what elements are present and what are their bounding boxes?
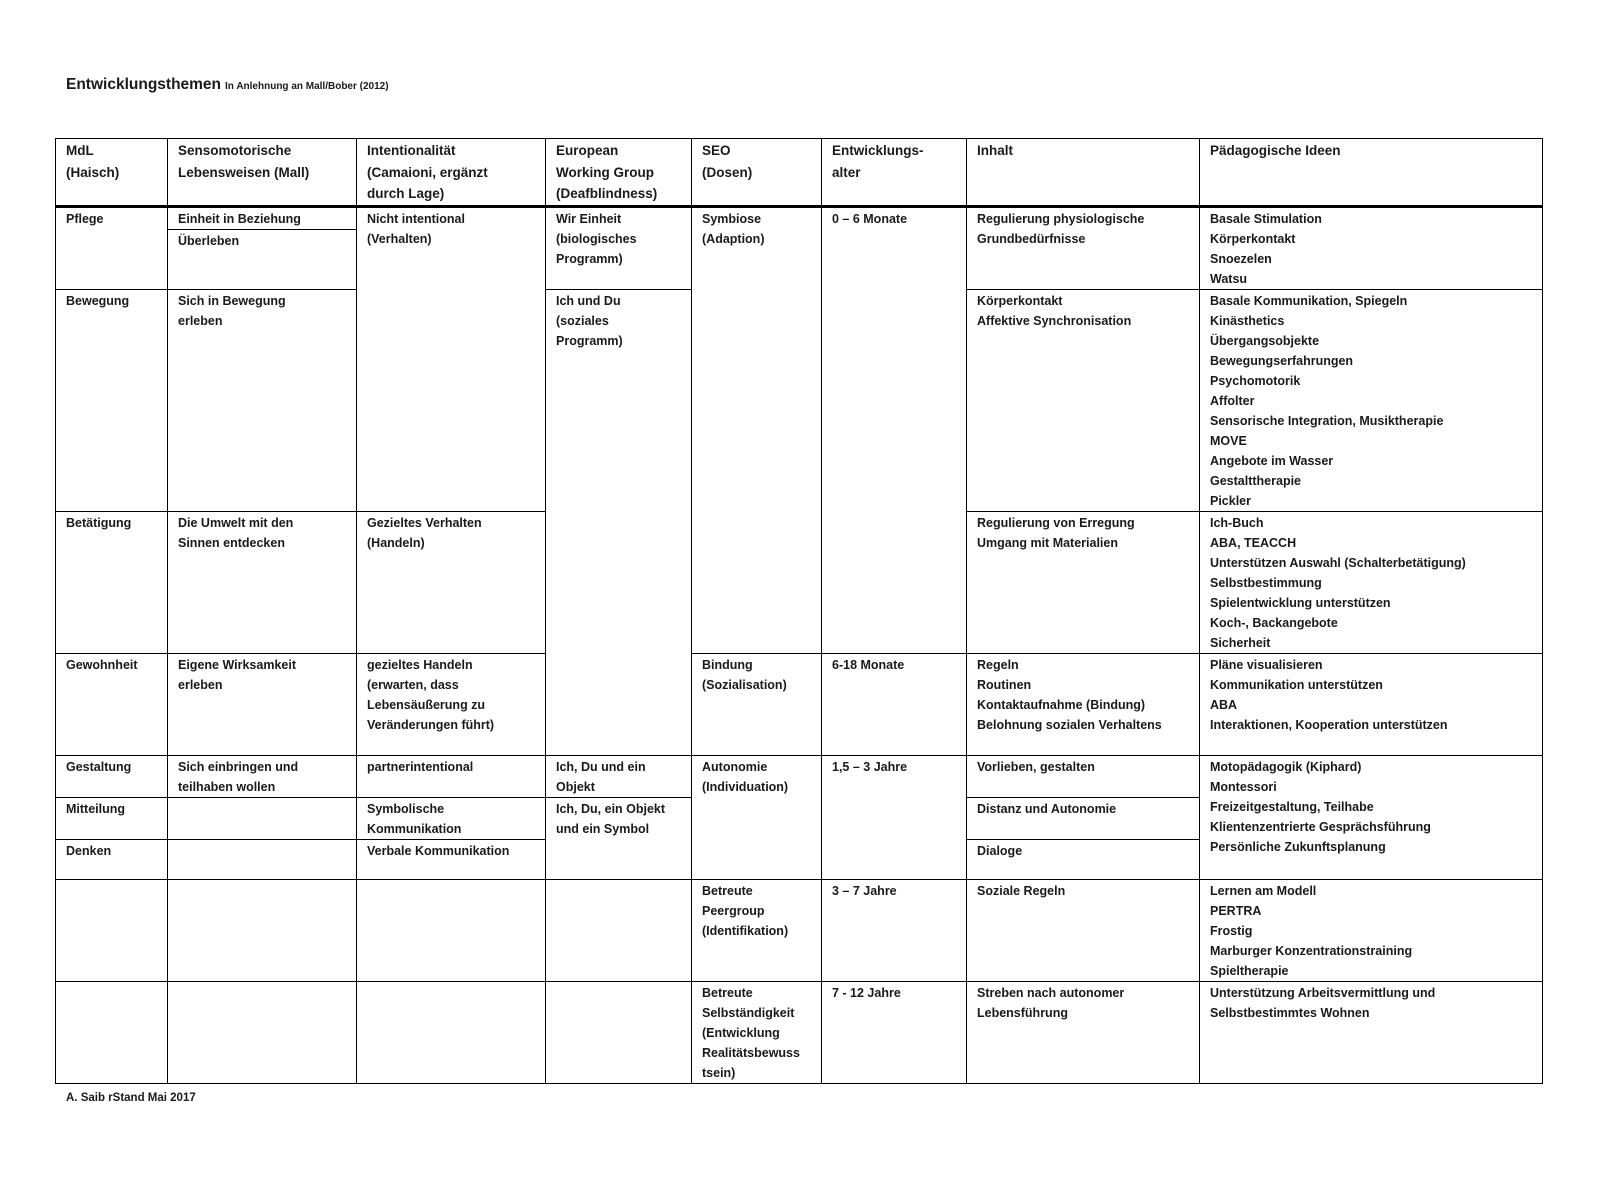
- cell-ewg: [546, 797, 692, 879]
- text-line: Basale Kommunikation, Spiegeln: [1210, 293, 1408, 308]
- col-header-ideen: Pädagogische Ideen: [1200, 139, 1543, 207]
- cell-ideen: [1200, 653, 1543, 755]
- text-line: Gezieltes Verhalten: [367, 515, 482, 530]
- cell-seo: [692, 755, 822, 879]
- cell-ewg-empty: [546, 981, 692, 1083]
- text-line: ABA, TEACCH: [1210, 535, 1297, 550]
- text-line: (Entwicklung: [702, 1025, 780, 1040]
- text-line: Sensomotorische: [178, 143, 292, 158]
- cell-intentionalitaet: [357, 797, 546, 839]
- cell-mall: [168, 511, 357, 653]
- text-line: Gestalttherapie: [1210, 473, 1302, 488]
- cell-seo: [692, 653, 822, 755]
- text-line: Betreute: [702, 883, 753, 898]
- text-line: Autonomie: [702, 759, 768, 774]
- cell-inhalt: Soziale Regeln: [967, 879, 1200, 981]
- text-line: Working Group: [556, 164, 654, 180]
- text-line: (Haisch): [66, 164, 120, 180]
- cell-alter: 7 - 12 Jahre: [822, 981, 967, 1083]
- cell-mdl: Gewohnheit: [56, 653, 168, 755]
- text-line: Interaktionen, Kooperation unterstützen: [1210, 717, 1448, 732]
- col-header-mdl: [56, 139, 168, 207]
- text-line: Ich, Du und ein: [556, 759, 646, 774]
- cell-seo: [692, 206, 822, 653]
- text-line: PERTRA: [1210, 903, 1262, 918]
- text-line: Lebensweisen (Mall): [178, 164, 310, 180]
- cell-intentionalitaet-empty: [357, 879, 546, 981]
- text-line: (Deafblindness): [556, 186, 658, 201]
- cell-seo: [692, 879, 822, 981]
- text-line: Ich und Du: [556, 293, 621, 308]
- development-themes-table: [55, 138, 1543, 1084]
- cell-mall-empty: [168, 839, 357, 879]
- cell-mall: [168, 755, 357, 797]
- text-line: Persönliche Zukunftsplanung: [1210, 839, 1386, 854]
- cell-inhalt: [967, 511, 1200, 653]
- cell-intentionalitaet: [357, 206, 546, 511]
- cell-mdl: Pflege: [56, 206, 168, 289]
- text-line: Sich in Bewegung: [178, 293, 286, 308]
- cell-mdl: Gestaltung: [56, 755, 168, 797]
- text-line: Regulierung physiologische: [977, 211, 1145, 226]
- text-line: teilhaben wollen: [178, 779, 276, 794]
- page-title: [66, 76, 389, 94]
- text-line: Kontaktaufnahme (Bindung): [977, 697, 1146, 712]
- text-line: Belohnung sozialen Verhaltens: [977, 717, 1162, 732]
- text-line: ABA: [1210, 697, 1238, 712]
- text-line: Lebensführung: [977, 1005, 1068, 1020]
- cell-mall-empty: [168, 981, 357, 1083]
- cell-intentionalitaet-empty: [357, 981, 546, 1083]
- text-line: Programm): [556, 251, 623, 266]
- text-line: (Identifikation): [702, 923, 789, 938]
- text-line: Unterstützung Arbeitsvermittlung und: [1210, 985, 1436, 1000]
- text-line: Wir Einheit: [556, 211, 622, 226]
- cell-intentionalitaet: Verbale Kommunikation: [357, 839, 546, 879]
- cell-inhalt: [967, 206, 1200, 289]
- text-line: gezieltes Handeln: [367, 657, 473, 672]
- text-line: Eigene Wirksamkeit: [178, 657, 296, 672]
- text-line: Veränderungen führt): [367, 717, 495, 732]
- text-line: Streben nach autonomer: [977, 985, 1125, 1000]
- cell-ideen: [1200, 511, 1543, 653]
- text-line: (Camaioni, ergänzt: [367, 164, 488, 180]
- text-line: Objekt: [556, 779, 595, 794]
- text-line: Kinästhetics: [1210, 313, 1285, 328]
- text-line: Snoezelen: [1210, 251, 1272, 266]
- text-line: (Sozialisation): [702, 677, 787, 692]
- text-line: Bewegungserfahrungen: [1210, 353, 1354, 368]
- text-line: Pläne visualisieren: [1210, 657, 1323, 672]
- text-line: Selbstbestimmung: [1210, 575, 1322, 590]
- cell-ideen: [1200, 755, 1543, 879]
- text-line: und ein Symbol: [556, 821, 650, 836]
- text-line: (biologisches: [556, 231, 637, 246]
- text-line: Kommunikation unterstützen: [1210, 677, 1383, 692]
- text-line: erleben: [178, 313, 223, 328]
- cell-alter: 0 – 6 Monate: [822, 206, 967, 653]
- text-line: Programm): [556, 333, 623, 348]
- text-line: Ich-Buch: [1210, 515, 1264, 530]
- text-line: Marburger Konzentrationstraining: [1210, 943, 1413, 958]
- text-line: European: [556, 143, 619, 158]
- text-line: Klientenzentrierte Gesprächsführung: [1210, 819, 1431, 834]
- cell-mall: [168, 653, 357, 755]
- cell-ideen: [1200, 206, 1543, 289]
- cell-mdl: Denken: [56, 839, 168, 879]
- cell-mall-empty: [168, 879, 357, 981]
- text-line: Freizeitgestaltung, Teilhabe: [1210, 799, 1374, 814]
- cell-mdl: Bewegung: [56, 289, 168, 511]
- text-line: alter: [832, 164, 861, 180]
- cell-ideen: [1200, 879, 1543, 981]
- text-line: Spielentwicklung unterstützen: [1210, 595, 1391, 610]
- text-line: (Adaption): [702, 231, 765, 246]
- text-line: Sicherheit: [1210, 635, 1271, 650]
- cell-ewg: [546, 206, 692, 289]
- footer-note: A. Saib rStand Mai 2017: [66, 1092, 196, 1104]
- cell-mdl: Mitteilung: [56, 797, 168, 839]
- text-line: Betreute: [702, 985, 753, 1000]
- text-line: (Verhalten): [367, 231, 432, 246]
- cell-seo: [692, 981, 822, 1083]
- text-line: (soziales: [556, 313, 609, 328]
- cell-intentionalitaet: [357, 653, 546, 755]
- title-source: In Anlehnung an Mall/Bober (2012): [225, 81, 389, 92]
- text-line: Ich, Du, ein Objekt: [556, 801, 666, 816]
- text-line: SEO: [702, 143, 731, 158]
- text-line: Entwicklungs-: [832, 143, 924, 158]
- text-line: Spieltherapie: [1210, 963, 1289, 978]
- text-line: Affolter: [1210, 393, 1255, 408]
- text-line: Sinnen entdecken: [178, 535, 285, 550]
- text-line: Körperkontakt: [1210, 231, 1296, 246]
- text-line: Basale Stimulation: [1210, 211, 1322, 226]
- text-line: MdL: [66, 143, 94, 158]
- text-line: Regeln: [977, 657, 1019, 672]
- col-header-alter: [822, 139, 967, 207]
- cell-mall-split: [168, 206, 357, 289]
- text-line: Lebensäußerung zu: [367, 697, 486, 712]
- col-header-intentionalitaet: [357, 139, 546, 207]
- cell-inhalt: Distanz und Autonomie: [967, 797, 1200, 839]
- text-line: Übergangsobjekte: [1210, 333, 1320, 348]
- cell-alter: 6-18 Monate: [822, 653, 967, 755]
- text-line: Motopädagogik (Kiphard): [1210, 759, 1362, 774]
- col-header-ewg: [546, 139, 692, 207]
- text-line: (Individuation): [702, 779, 789, 794]
- cell-inhalt: [967, 981, 1200, 1083]
- cell-intentionalitaet: [357, 511, 546, 653]
- cell-ewg-empty: [546, 879, 692, 981]
- text-line: durch Lage): [367, 186, 445, 201]
- cell-inhalt: Dialoge: [967, 839, 1200, 879]
- text-line: MOVE: [1210, 433, 1247, 448]
- cell-mdl-empty: [56, 981, 168, 1083]
- cell-inhalt: [967, 289, 1200, 511]
- text-line: Kommunikation: [367, 821, 462, 836]
- text-line: Angebote im Wasser: [1210, 453, 1334, 468]
- text-line: (Dosen): [702, 164, 753, 180]
- text-line: Symbiose: [702, 211, 762, 226]
- text-line: Routinen: [977, 677, 1032, 692]
- cell-ideen: [1200, 289, 1543, 511]
- text-line: Symbolische: [367, 801, 445, 816]
- text-line: (erwarten, dass: [367, 677, 459, 692]
- text-line: Nicht intentional: [367, 211, 465, 226]
- text-line: Selbstbestimmtes Wohnen: [1210, 1005, 1370, 1020]
- text-line: Umgang mit Materialien: [977, 535, 1118, 550]
- cell-ideen: [1200, 981, 1543, 1083]
- text-line: Bindung: [702, 657, 753, 672]
- text-line: tsein): [702, 1065, 736, 1080]
- cell-alter: 1,5 – 3 Jahre: [822, 755, 967, 879]
- col-header-inhalt: Inhalt: [967, 139, 1200, 207]
- title-main: Entwicklungsthemen: [66, 76, 222, 93]
- text-line: Peergroup: [702, 903, 765, 918]
- text-line: Frostig: [1210, 923, 1253, 938]
- cell-inhalt: Vorlieben, gestalten: [967, 755, 1200, 797]
- cell-mall-empty: [168, 797, 357, 839]
- cell-mall: Überleben: [178, 233, 240, 248]
- text-line: Pickler: [1210, 493, 1252, 508]
- col-header-mall: [168, 139, 357, 207]
- cell-inhalt: [967, 653, 1200, 755]
- text-line: Lernen am Modell: [1210, 883, 1317, 898]
- text-line: Affektive Synchronisation: [977, 313, 1132, 328]
- text-line: Intentionalität: [367, 143, 456, 158]
- cell-ewg: [546, 289, 692, 755]
- text-line: Regulierung von Erregung: [977, 515, 1135, 530]
- text-line: Körperkontakt: [977, 293, 1063, 308]
- text-line: Koch-, Backangebote: [1210, 615, 1338, 630]
- cell-mall: Einheit in Beziehung: [168, 208, 356, 230]
- cell-mall: [168, 289, 357, 511]
- text-line: (Handeln): [367, 535, 425, 550]
- cell-intentionalitaet: partnerintentional: [357, 755, 546, 797]
- cell-ewg: [546, 755, 692, 797]
- text-line: Watsu: [1210, 271, 1248, 286]
- cell-mdl: Betätigung: [56, 511, 168, 653]
- col-header-seo: [692, 139, 822, 207]
- cell-alter: 3 – 7 Jahre: [822, 879, 967, 981]
- text-line: Psychomotorik: [1210, 373, 1301, 388]
- text-line: Unterstützen Auswahl (Schalterbetätigung): [1210, 555, 1466, 570]
- text-line: Sich einbringen und: [178, 759, 299, 774]
- text-line: Sensorische Integration, Musiktherapie: [1210, 413, 1444, 428]
- text-line: Selbständigkeit: [702, 1005, 795, 1020]
- text-line: erleben: [178, 677, 223, 692]
- text-line: Realitätsbewuss: [702, 1045, 800, 1060]
- text-line: Die Umwelt mit den: [178, 515, 294, 530]
- cell-mdl-empty: [56, 879, 168, 981]
- text-line: Grundbedürfnisse: [977, 231, 1086, 246]
- text-line: Montessori: [1210, 779, 1277, 794]
